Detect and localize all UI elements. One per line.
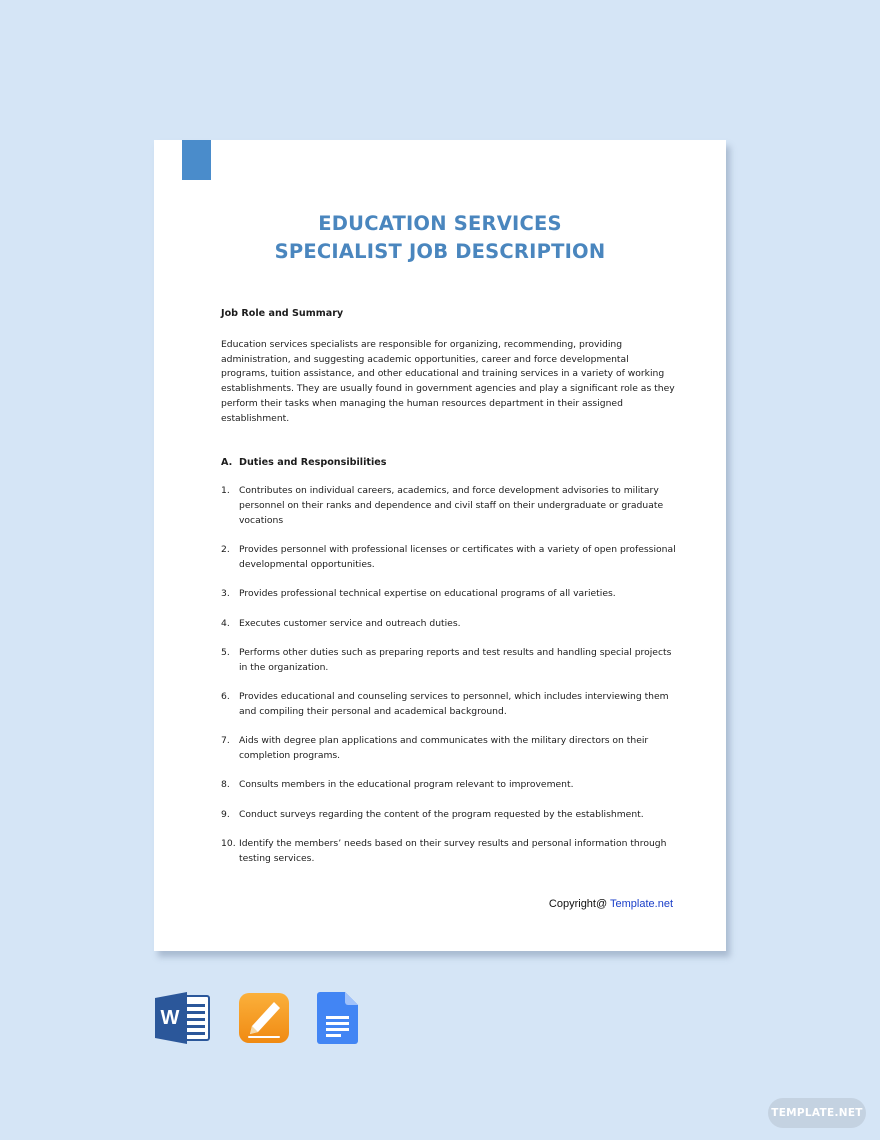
item-number: 9. <box>221 808 230 820</box>
item-number: 4. <box>221 617 230 629</box>
item-text: Aids with degree plan applications and communicates with the military directors on their completion programs. <box>239 735 649 761</box>
item-number: 5. <box>221 646 230 658</box>
item-number: 3. <box>221 588 230 600</box>
copyright-link[interactable]: Template.net <box>610 898 673 910</box>
item-text: Performs other duties such as preparing reports and test results and handling special projects in the organization. <box>239 646 672 673</box>
item-text: Executes customer service and outreach duties. <box>239 617 461 629</box>
document-title <box>154 210 726 266</box>
copyright-line <box>549 898 673 910</box>
item-text: Provides professional technical expertise on educational programs of all varieties. <box>239 588 616 600</box>
list-item <box>221 690 676 720</box>
summary-text: Education services specialists are responsible for organizing, recommending, providing administration, and suggesting academic opportunities, career and force developmental programs, tuition assistance, and other educational and training services in a variety of working establishments. They are usually found in government agencies and play a significant role as they perform their tasks when managing the human resources department in their assigned establishment. <box>221 338 675 424</box>
template-net-badge[interactable]: TEMPLATE.NET <box>768 1098 866 1128</box>
item-text: Identify the members’ needs based on their survey results and personal information through testing services. <box>239 837 667 864</box>
duties-heading-text: Duties and Responsibilities <box>239 456 387 468</box>
word-letter: W <box>160 1007 180 1029</box>
item-text: Consults members in the educational program relevant to improvement. <box>239 779 574 791</box>
copyright-prefix: Copyright@ <box>548 898 611 910</box>
duties-heading <box>221 456 676 471</box>
list-item <box>221 808 676 823</box>
item-number: 10. <box>221 837 236 849</box>
pages-icon[interactable] <box>238 992 290 1044</box>
document-body <box>221 307 676 881</box>
title-line-1: EDUCATION SERVICES <box>318 212 562 235</box>
item-text: Provides educational and counseling services to personnel, which includes interviewing them and compiling their personal and academical background. <box>239 691 669 717</box>
list-item <box>221 837 676 867</box>
list-item <box>221 617 676 632</box>
item-number: 1. <box>221 485 230 497</box>
document-page <box>154 140 726 951</box>
item-number: 7. <box>221 735 230 747</box>
summary-heading: Job Role and Summary <box>221 308 344 319</box>
item-text: Contributes on individual careers, academics, and force development advisories to military personnel on their ranks and dependence and civil staff on their undergraduate or graduate vocations <box>239 485 664 526</box>
list-item <box>221 484 676 528</box>
list-item <box>221 587 676 602</box>
list-item <box>221 543 676 573</box>
word-icon[interactable] <box>155 992 211 1044</box>
list-item <box>221 646 676 676</box>
item-number: 6. <box>221 691 230 703</box>
item-text: Provides personnel with professional licenses or certificates with a variety of open professional developmental opportunities. <box>239 544 676 571</box>
title-line-2: SPECIALIST JOB DESCRIPTION <box>274 240 606 263</box>
list-item <box>221 778 676 793</box>
duties-letter: A. <box>221 456 233 468</box>
item-number: 8. <box>221 779 230 791</box>
item-text: Conduct surveys regarding the content of the program requested by the establishment. <box>239 808 644 820</box>
list-item <box>221 734 676 764</box>
item-number: 2. <box>221 544 230 556</box>
duties-list <box>221 484 676 866</box>
accent-tab <box>182 140 211 180</box>
google-docs-icon[interactable] <box>317 992 359 1044</box>
